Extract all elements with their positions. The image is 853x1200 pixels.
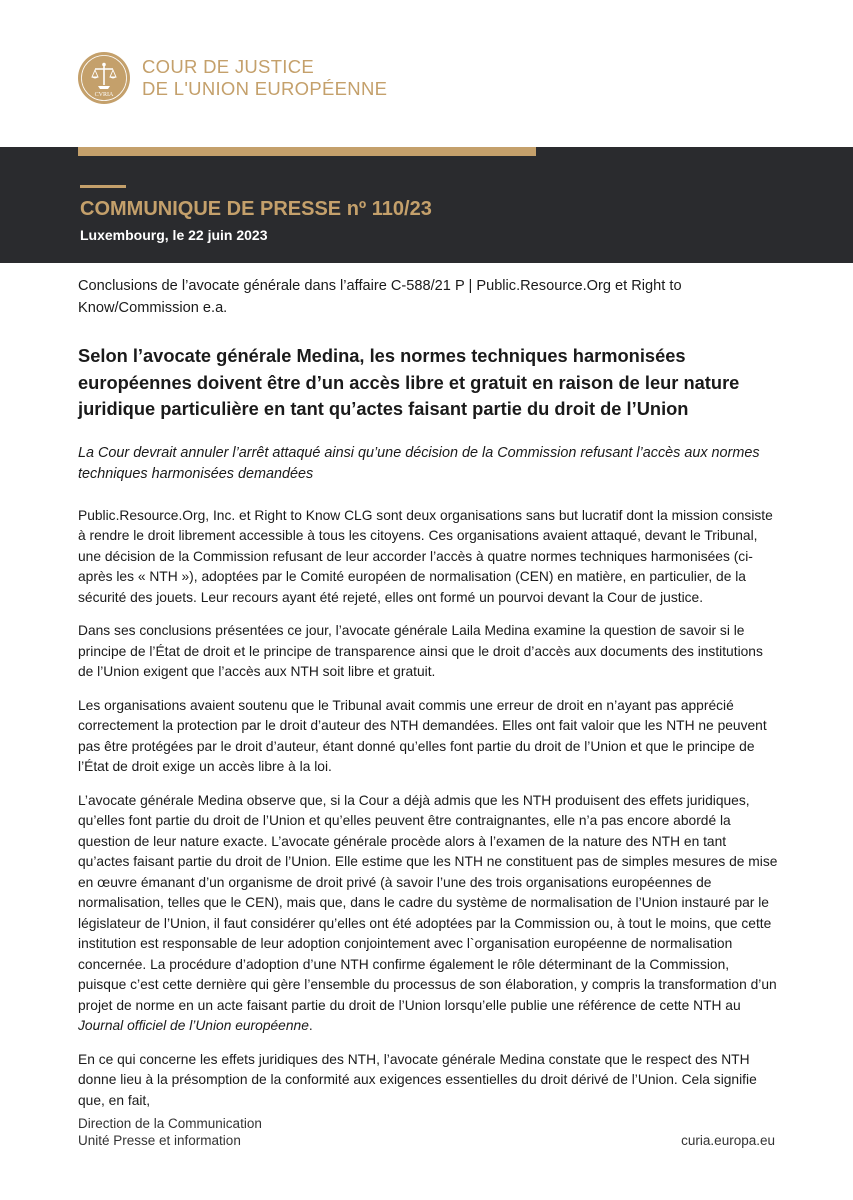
court-name-line1: COUR DE JUSTICE <box>142 56 315 77</box>
paragraph-text: L’avocate générale Medina observe que, si la Cour a déjà admis que les NTH produisent des effets juridiques, qu’elles font partie du droit de l’Union et qu’elles peuvent être contraignantes, elle n’a pas encore abordé la question de leur nature exacte. L’avocate générale procède alors à l’examen de la nature des NTH en tant qu’actes faisant partie du droit de l’Union. Elle estime que les NTH ne constituent pas de simples mesures de mise en œuvre émanant d’un organisme de droit privé (à savoir l’une des trois organisations européennes de normalisation, telles que le CEN), mais que, dans le cadre du système de normalisation de l’Union instauré par le législateur de l’Union, il faut considérer qu’elles ont été adoptées par la Commission ou, à tout le moins, que cette institution est responsable de leur adoption conjointement avec l`organisation européenne de normalisation concernée. La procédure d’adoption d’une NTH confirme également le rôle déterminant de la Commission, puisque c’est cette dernière qui gère l’ensemble du processus de son élaboration, y compris la transformation d’un projet de norme en un acte faisant partie du droit de l’Union lorsqu’elle publie une référence de cette NTH au <box>78 792 778 1013</box>
press-release-title: COMMUNIQUE DE PRESSE nº 110/23 <box>80 198 432 220</box>
court-name <box>142 56 387 100</box>
court-name-line2: DE L'UNION EUROPÉENNE <box>142 78 388 99</box>
paragraph <box>78 791 778 1037</box>
press-release-banner <box>0 147 853 263</box>
case-subject: Conclusions de l’avocate générale dans l’affaire C-588/21 P | Public.Resource.Org et Right to Know/Commission e.a. <box>78 278 682 316</box>
paragraph-end: . <box>308 1018 313 1033</box>
paragraph: Dans ses conclusions présentées ce jour, l’avocate générale Laila Medina examine la question de savoir si le principe de l’État de droit et le principe de transparence ainsi que le droit d’accès aux documents des institutions de l’Union exigent que l’accès aux NTH soit libre et gratuit. <box>78 623 763 679</box>
article-headline: Selon l’avocate générale Medina, les normes techniques harmonisées européennes doivent être d’un accès libre et gratuit en raison de leur nature juridique particulière en tant qu’actes faisant partie du droit de l’Union <box>78 345 740 419</box>
footer-contact <box>78 1115 262 1149</box>
journal-title: Journal officiel de l’Union européenne <box>78 1018 309 1033</box>
paragraph: Public.Resource.Org, Inc. et Right to Know CLG sont deux organisations sans but lucratif dont la mission consiste à rendre le droit librement accessible à tous les citoyens. Ces organisations avaient attaqué, devant le Tribunal, une décision de la Commission refusant de leur accorder l’accès à quatre normes techniques harmonisées (ci-après les « NTH »), adoptées par le Comité européen de normalisation (CEN) en matière, en particulier, de la sécurité des jouets. Leur recours ayant été rejeté, elles ont formé un pourvoi devant la Cour de justice. <box>78 507 773 605</box>
press-release-dateline: Luxembourg, le 22 juin 2023 <box>80 227 268 243</box>
title-rule <box>80 185 126 188</box>
article-subheadline: La Cour devrait annuler l’arrêt attaqué ainsi qu’une décision de la Commission refusant l’accès aux normes techniques harmonisées demandées <box>78 444 760 482</box>
court-logo <box>78 52 130 104</box>
article-body <box>78 276 778 1124</box>
court-scales-emblem-icon <box>78 52 130 104</box>
svg-text:CVRIA: CVRIA <box>94 92 114 98</box>
paragraph: En ce qui concerne les effets juridiques des NTH, l’avocate générale Medina constate que le respect des NTH donne lieu à la présomption de la conformité aux exigences essentielles du droit dérivé de l’Union. Cela signifie que, en fait, <box>78 1051 757 1108</box>
gold-accent-bar <box>78 147 536 156</box>
footer-website[interactable]: curia.europa.eu <box>681 1133 775 1148</box>
footer-department: Direction de la Communication <box>78 1116 262 1131</box>
footer-unit: Unité Presse et information <box>78 1133 241 1148</box>
paragraph: Les organisations avaient soutenu que le Tribunal avait commis une erreur de droit en n’ayant pas apprécié correctement la protection par le droit d’auteur des NTH demandées. Elles ont fait valoir que les NTH ne peuvent pas être protégées par le droit d’auteur, étant donné qu’elles font partie du droit de l’Union et que le principe de l’État de droit exige un accès libre à la loi. <box>78 697 767 774</box>
